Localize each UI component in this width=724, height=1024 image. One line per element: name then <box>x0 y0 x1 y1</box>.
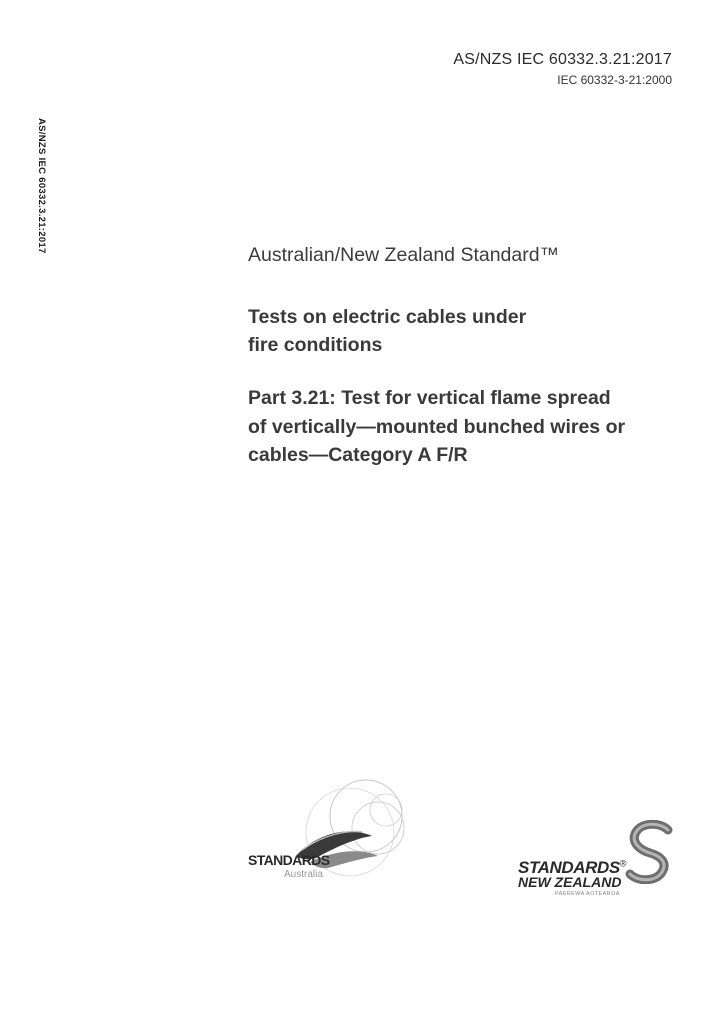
spine-label: AS/NZS IEC 60332.3.21:2017 <box>36 118 47 254</box>
part-title <box>248 384 688 470</box>
standards-nz-s-mark-icon <box>624 820 676 884</box>
standards-australia-logo <box>238 770 408 890</box>
standard-series: Australian/New Zealand Standard™ <box>248 244 560 266</box>
standards-nz-name-text: STANDARDS <box>518 858 620 877</box>
part-title-line-2: of vertically—mounted bunched wires or <box>248 415 626 438</box>
title-line-1: Tests on electric cables under <box>248 306 527 328</box>
standards-australia-name: STANDARDS <box>248 852 330 868</box>
standards-new-zealand-logo <box>510 818 680 898</box>
iec-number: IEC 60332-3-21:2000 <box>557 73 672 87</box>
title-line-2: fire conditions <box>248 334 383 356</box>
standards-australia-subtitle: Australia <box>284 869 323 880</box>
standards-nz-subtitle: NEW ZEALAND <box>518 874 622 890</box>
registered-mark: ® <box>619 858 627 869</box>
part-title-line-3: cables—Category A F/R <box>248 444 468 466</box>
document-identifier <box>453 50 672 88</box>
document-title <box>248 303 668 359</box>
standard-number: AS/NZS IEC 60332.3.21:2017 <box>453 51 672 68</box>
part-title-line-1: Part 3.21: Test for vertical flame spread <box>248 387 611 409</box>
standards-nz-maori-name: PAEREWA AOTEAROA <box>555 891 620 897</box>
standards-australia-emblem-icon <box>238 770 408 890</box>
